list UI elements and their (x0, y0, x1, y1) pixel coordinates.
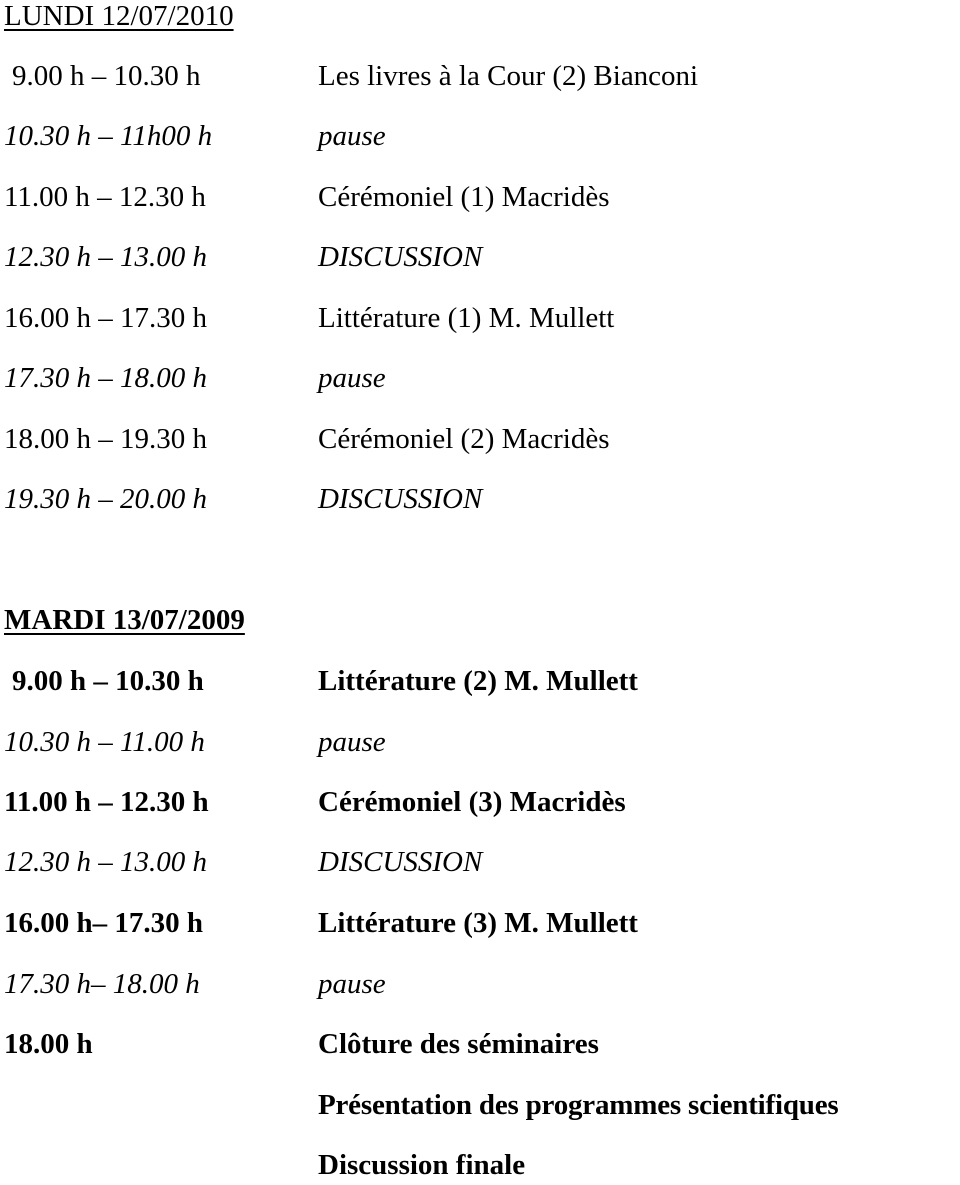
session-time: 11.00 h – 12.30 h (4, 181, 206, 213)
session-time: 10.30 h – 11.00 h (4, 726, 205, 758)
schedule-row (0, 56, 960, 96)
session-time: 11.00 h – 12.30 h (4, 786, 209, 818)
session-activity: Les livres à la Cour (2) Bianconi (318, 60, 699, 92)
session-time: 9.00 h – 10.30 h (12, 665, 204, 697)
schedule-row (0, 964, 960, 1004)
session-activity: pause (318, 120, 386, 152)
session-time: 18.00 h – 19.30 h (4, 423, 207, 455)
session-activity: Littérature (1) M. Mullett (318, 302, 615, 334)
session-activity: Cérémoniel (1) Macridès (318, 181, 610, 213)
session-time: 19.30 h – 20.00 h (4, 483, 207, 515)
session-time: 12.30 h – 13.00 h (4, 846, 207, 878)
schedule-row (0, 1085, 960, 1125)
schedule-row (0, 782, 960, 822)
session-time: 9.00 h – 10.30 h (12, 60, 201, 92)
session-activity: pause (318, 362, 386, 394)
schedule-row (0, 903, 960, 943)
session-time: 17.30 h – 18.00 h (4, 362, 207, 394)
session-time: 10.30 h – 11h00 h (4, 120, 213, 152)
session-activity: pause (318, 968, 386, 1000)
schedule-row (0, 479, 960, 519)
schedule-row (0, 842, 960, 882)
schedule-row (0, 419, 960, 459)
session-time: 18.00 h (4, 1028, 93, 1060)
day-heading-monday: LUNDI 12/07/2010 (4, 0, 234, 32)
schedule-row (0, 358, 960, 398)
schedule-row (0, 116, 960, 156)
session-activity: Littérature (2) M. Mullett (318, 665, 638, 697)
schedule-row (0, 177, 960, 217)
schedule-row (0, 298, 960, 338)
day-heading-tuesday: MARDI 13/07/2009 (4, 604, 245, 636)
session-activity: DISCUSSION (318, 483, 483, 515)
session-activity: Cérémoniel (3) Macridès (318, 786, 626, 818)
session-activity: Discussion finale (318, 1149, 526, 1181)
session-time: 17.30 h– 18.00 h (4, 968, 200, 1000)
session-activity: Présentation des programmes scientifiques (318, 1089, 839, 1121)
session-time: 12.30 h – 13.00 h (4, 241, 207, 273)
session-activity: pause (318, 726, 386, 758)
schedule-row (0, 722, 960, 762)
session-activity: Littérature (3) M. Mullett (318, 907, 638, 939)
session-time: 16.00 h – 17.30 h (4, 302, 207, 334)
session-activity: DISCUSSION (318, 241, 483, 273)
session-time: 16.00 h– 17.30 h (4, 907, 204, 939)
schedule-row (0, 1145, 960, 1185)
session-activity: DISCUSSION (318, 846, 483, 878)
schedule-row (0, 237, 960, 277)
schedule-row (0, 661, 960, 701)
session-activity: Clôture des séminaires (318, 1028, 599, 1060)
session-activity: Cérémoniel (2) Macridès (318, 423, 610, 455)
schedule-row (0, 1024, 960, 1064)
